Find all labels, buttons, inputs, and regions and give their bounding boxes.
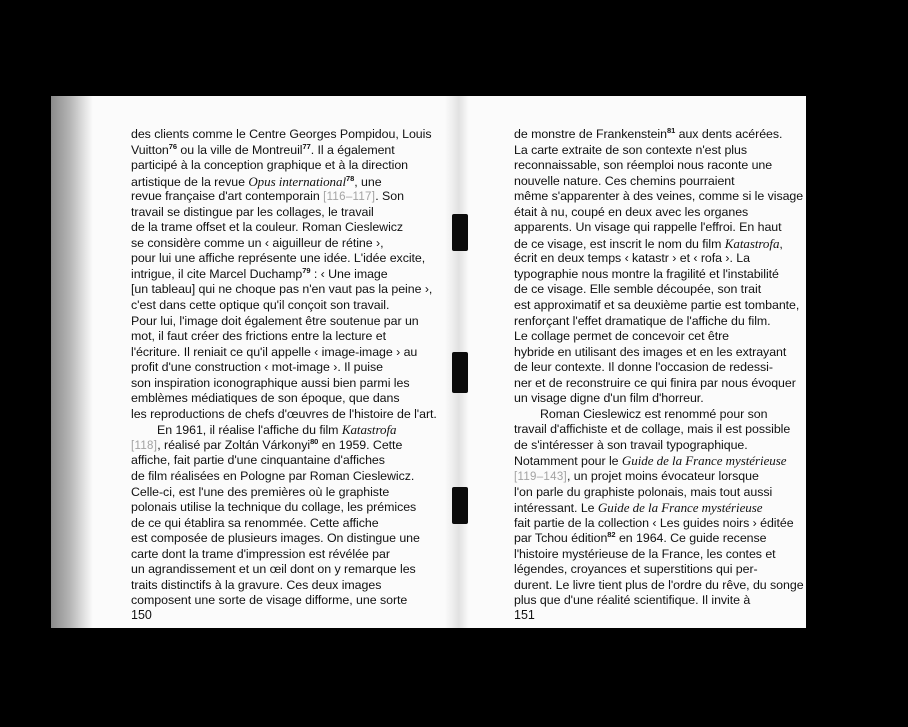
italic-title: Katastrofa: [724, 235, 780, 251]
text-line: carte dont la trame d'impression est révélée par: [131, 546, 390, 561]
text-line: polonais utilise la technique du collage, les prémices: [131, 500, 417, 515]
text-line: les reproductions de chefs d'œuvres de l'histoire de l'art.: [131, 406, 437, 421]
text-line: Le collage permet de concevoir cet être: [514, 329, 730, 344]
text-line: Celle-ci, est l'une des premières où le graphiste: [131, 484, 390, 499]
text-line: son inspiration iconographique aussi bien parmi les: [131, 375, 410, 390]
figure-ref[interactable]: [119–143]: [514, 471, 568, 484]
text-line: travail d'affichiste et de collage, mais il est possible: [514, 422, 791, 437]
text-line: [118], réalisé par Zoltán Várkonyi$^{80}$ en 1959. Cette: [131, 436, 403, 452]
text-line: légendes, croyances et superstitions qui per-: [514, 562, 758, 577]
text-line: ner et de reconstruire ce qui finira par nous évoquer: [514, 375, 796, 390]
footnote-ref[interactable]: 82: [607, 530, 616, 540]
text-line: de s'intéresser à son travail typographique.: [514, 437, 748, 452]
text-line: travail se distingue par les collages, le travail: [131, 204, 374, 219]
text-line: [un tableau] qui ne choque pas n'en vaut pas la peine ›,: [131, 282, 433, 297]
text-line: profit d'une construction ‹ mot-image ›. Il puise: [131, 360, 383, 375]
text-line: Vuitton$^{76}$ ou la ville de Montreuil$^{77}$. Il a également: [131, 141, 395, 157]
text-line: un visage digne d'un film d'horreur.: [514, 391, 704, 406]
text-line: de ce qui établira sa renommée. Cette affiche: [131, 515, 379, 530]
gutter-binding-tab: [452, 352, 468, 393]
text-line: écrit en deux temps ‹ katastr › et ‹ rofa ›. La: [514, 251, 750, 266]
text-line: l'écriture. Il reniait ce qu'il appelle ‹ image-image › au: [131, 344, 418, 359]
text-line: typographie nous montre la fragilité et l'instabilité: [514, 266, 779, 281]
text-line: Notamment pour le Guide de la France mystérieuse: [514, 453, 787, 469]
figure-ref[interactable]: [116–117]: [323, 191, 376, 204]
text-line: durent. Le livre tient plus de l'ordre du rêve, du songe: [514, 577, 804, 592]
text-line: est approximatif et sa deuxième partie est tombante,: [514, 298, 800, 313]
gutter-binding-tab: [452, 214, 468, 251]
text-line: artistique de la revue Opus international$^{78}$, une: [131, 173, 382, 189]
footnote-ref[interactable]: 76: [168, 141, 178, 151]
text-line: participé à la conception graphique et à la direction: [131, 158, 409, 173]
left-page: [51, 96, 459, 628]
text-line: des clients comme le Centre Georges Pompidou, Louis: [131, 127, 432, 141]
italic-title: Opus international: [248, 173, 347, 189]
text-line: pour lui une affiche représente une idée. L'idée excite,: [131, 251, 426, 266]
page-number: 151: [514, 608, 535, 622]
text-line: fait partie de la collection ‹ Les guides noirs › éditée: [514, 515, 794, 530]
text-line: l'histoire mystérieuse de la France, les contes et: [514, 546, 776, 561]
text-line: composent une sorte de visage difforme, une sorte: [131, 593, 408, 608]
right-page: [459, 96, 806, 628]
text-line: de ce visage. Elle semble découpée, son trait: [514, 282, 762, 297]
text-line: se considère comme un ‹ aiguilleur de rétine ›,: [131, 235, 384, 250]
text-line: l'on parle du graphiste polonais, mais tout aussi: [514, 484, 773, 499]
italic-title: Guide de la France mystérieuse: [621, 453, 787, 469]
text-line: était à nu, coupé en deux avec les organes: [514, 204, 749, 219]
text-line: Roman Cieslewicz est renommé pour son: [540, 406, 768, 421]
text-line: plus que d'une réalité scientifique. Il invite à: [514, 593, 751, 608]
text-line: renforçant l'effet dramatique de l'affiche du film.: [514, 313, 771, 328]
text-line: même s'apparenter à des veines, comme si le visage: [514, 189, 804, 204]
text-line: de leur contexte. Il donne l'occasion de redessi-: [514, 360, 773, 375]
text-line: emblèmes médiatiques de son époque, que dans: [131, 391, 400, 406]
text-line: traits distinctifs à la gravure. Ces deux images: [131, 577, 382, 592]
text-line: par Tchou édition$^{82}$ en 1964. Ce guide recense: [514, 530, 767, 546]
page-number: 150: [131, 608, 152, 622]
text-line: de monstre de Frankenstein$^{81}$ aux dents acérées.: [514, 126, 783, 141]
footnote-ref[interactable]: 81: [666, 126, 676, 135]
text-line: de film réalisées en Pologne par Roman Cieslewicz.: [131, 469, 415, 484]
text-line: nouvelle nature. Ces chemins pourraient: [514, 173, 735, 188]
text-line: est composée de plusieurs images. On distingue une: [131, 531, 420, 546]
text-line: mot, il faut créer des frictions entre la lecture et: [131, 329, 386, 344]
text-line: hybride en utilisant des images et en les extrayant: [514, 344, 787, 359]
footnote-ref[interactable]: 77: [302, 141, 311, 151]
figure-ref[interactable]: [118]: [131, 439, 158, 452]
left-page-text: [131, 127, 437, 609]
italic-title: Katastrofa: [341, 422, 397, 438]
text-line: Pour lui, l'image doit également être soutenue par un: [131, 313, 419, 328]
text-line: affiche, fait partie d'une cinquantaine d'affiches: [131, 453, 385, 468]
footnote-ref[interactable]: 78: [346, 173, 355, 183]
text-line: de la trame offset et la couleur. Roman Cieslewicz: [131, 220, 404, 235]
text-line: En 1961, il réalise l'affiche du film Katastrofa: [157, 422, 397, 438]
footnote-ref[interactable]: 79: [302, 265, 311, 275]
italic-title: Guide de la France mystérieuse: [597, 500, 763, 516]
gutter-binding-tab: [452, 487, 468, 524]
text-line: intrigue, il cite Marcel Duchamp$^{79}$ : ‹ Une image: [131, 265, 388, 281]
text-line: [119–143], un projet moins évocateur lorsque: [514, 469, 759, 484]
right-page-text: [514, 127, 804, 609]
text-line: un agrandissement et un œil dont on y remarque les: [131, 562, 416, 577]
text-line: La carte extraite de son contexte n'est plus: [514, 142, 747, 157]
footnote-ref[interactable]: 80: [310, 436, 319, 446]
text-line: de ce visage, est inscrit le nom du film Katastrofa,: [514, 235, 783, 251]
text-line: intéressant. Le Guide de la France mystérieuse: [514, 500, 763, 516]
text-line: revue française d'art contemporain [116–117]. Son: [131, 189, 404, 204]
text-line: reconnaissable, son réemploi nous raconte une: [514, 158, 773, 173]
text-line: apparents. Un visage qui rappelle l'effroi. En haut: [514, 220, 782, 235]
text-line: c'est dans cette optique qu'il conçoit son travail.: [131, 298, 390, 313]
